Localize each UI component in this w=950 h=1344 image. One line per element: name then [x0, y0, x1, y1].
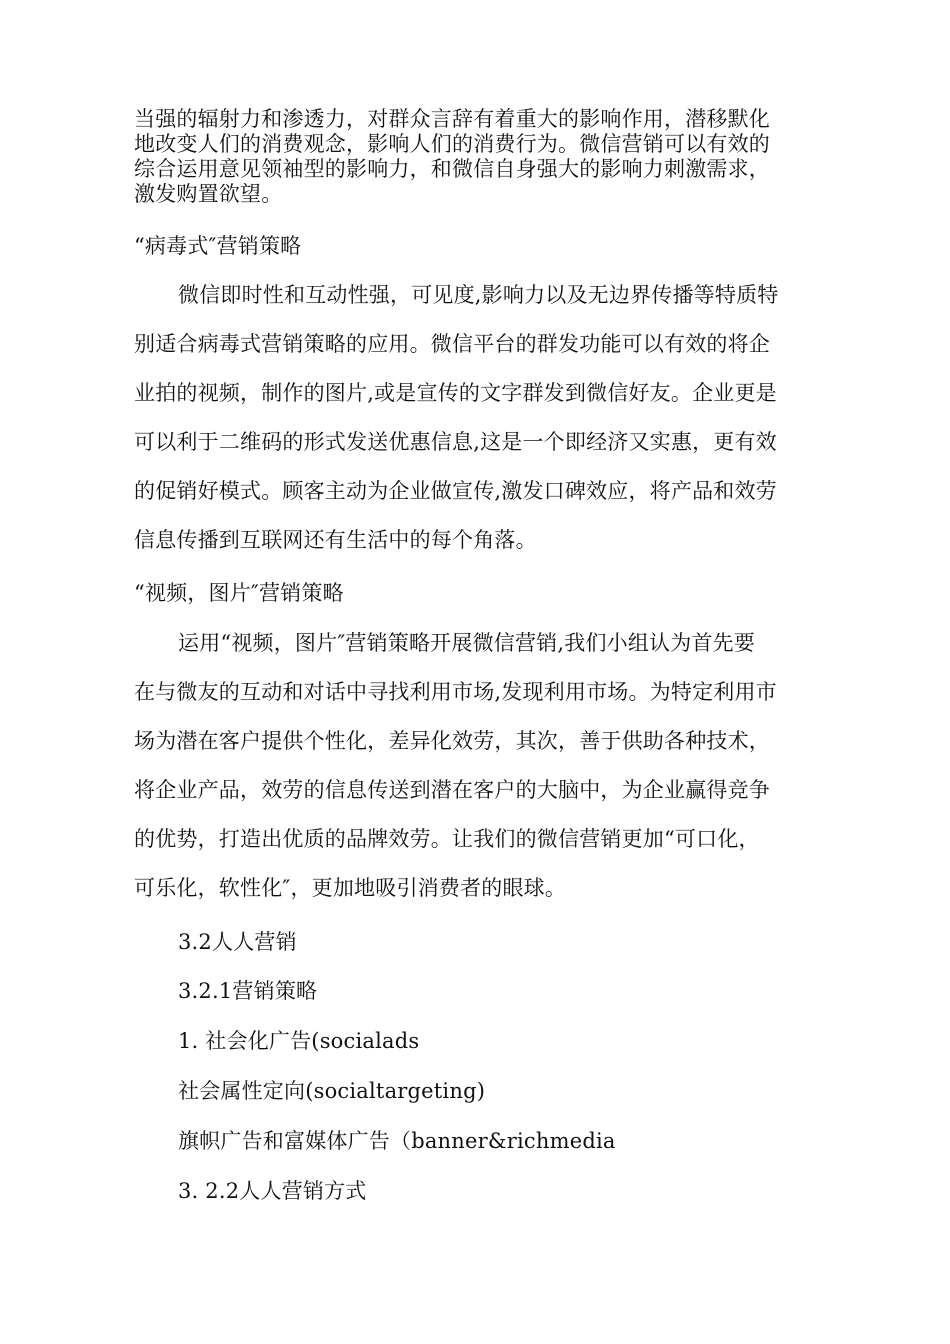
text-line: 微信即时性和互动性强，可见度,影响力以及无边界传播等特质特: [178, 283, 779, 307]
text-line: 可以利于二维码的形式发送优惠信息,这是一个即经济又实惠，更有效: [134, 430, 777, 454]
text-line: 运用“视频，图片″营销策略开展微信营销,我们小组认为首先要: [178, 631, 756, 655]
text-line: 将企业产品，效劳的信息传送到潜在客户的大脑中，为企业赢得竞争: [134, 778, 770, 802]
heading-viral-marketing: “病毒式″营销策略: [134, 234, 302, 258]
text-line: 综合运用意见领袖型的影响力，和微信自身强大的影响力刺激需求，: [134, 157, 770, 181]
text-line: 的优势，打造出优质的品牌效劳。让我们的微信营销更加“可口化，: [134, 827, 760, 851]
heading-video-marketing: “视频，图片″营销策略: [134, 581, 344, 605]
section-heading-3-2-2: 3. 2.2人人营销方式: [178, 1179, 367, 1203]
text-line: 地改变人们的消费观念，影响人们的消费行为。微信营销可以有效的: [134, 132, 770, 156]
list-item: 社会属性定向(socialtargeting): [178, 1079, 486, 1103]
section-heading-3-2-1: 3.2.1营销策略: [178, 979, 318, 1003]
intro-paragraph: [134, 107, 824, 207]
section-heading-3-2: 3.2人人营销: [178, 930, 297, 954]
text-line: 业拍的视频，制作的图片,或是宣传的文字群发到微信好友。企业更是: [134, 381, 777, 405]
list-item: 1. 社会化广告(socialads: [178, 1029, 420, 1053]
text-line: 激发购置欲望。: [134, 182, 283, 206]
text-line: 信息传播到互联网还有生活中的每个角落。: [134, 528, 537, 552]
text-line: 场为潜在客户提供个性化，差异化效劳，其次，善于供助各种技术，: [134, 729, 770, 753]
text-line: 可乐化，软性化″，更加地吸引消费者的眼球。: [134, 876, 567, 900]
text-line: 当强的辐射力和渗透力，对群众言辞有着重大的影响作用，潜移默化: [134, 107, 770, 131]
text-line: 在与微友的互动和对话中寻找利用市场,发现利用市场。为特定利用市: [134, 680, 777, 704]
text-line: 的促销好模式。顾客主动为企业做宣传,激发口碑效应，将产品和效劳: [134, 479, 777, 503]
list-item: 旗帜广告和富媒体广告（banner&richmedia: [178, 1129, 616, 1153]
text-line: 别适合病毒式营销策略的应用。微信平台的群发功能可以有效的将企: [134, 332, 770, 356]
